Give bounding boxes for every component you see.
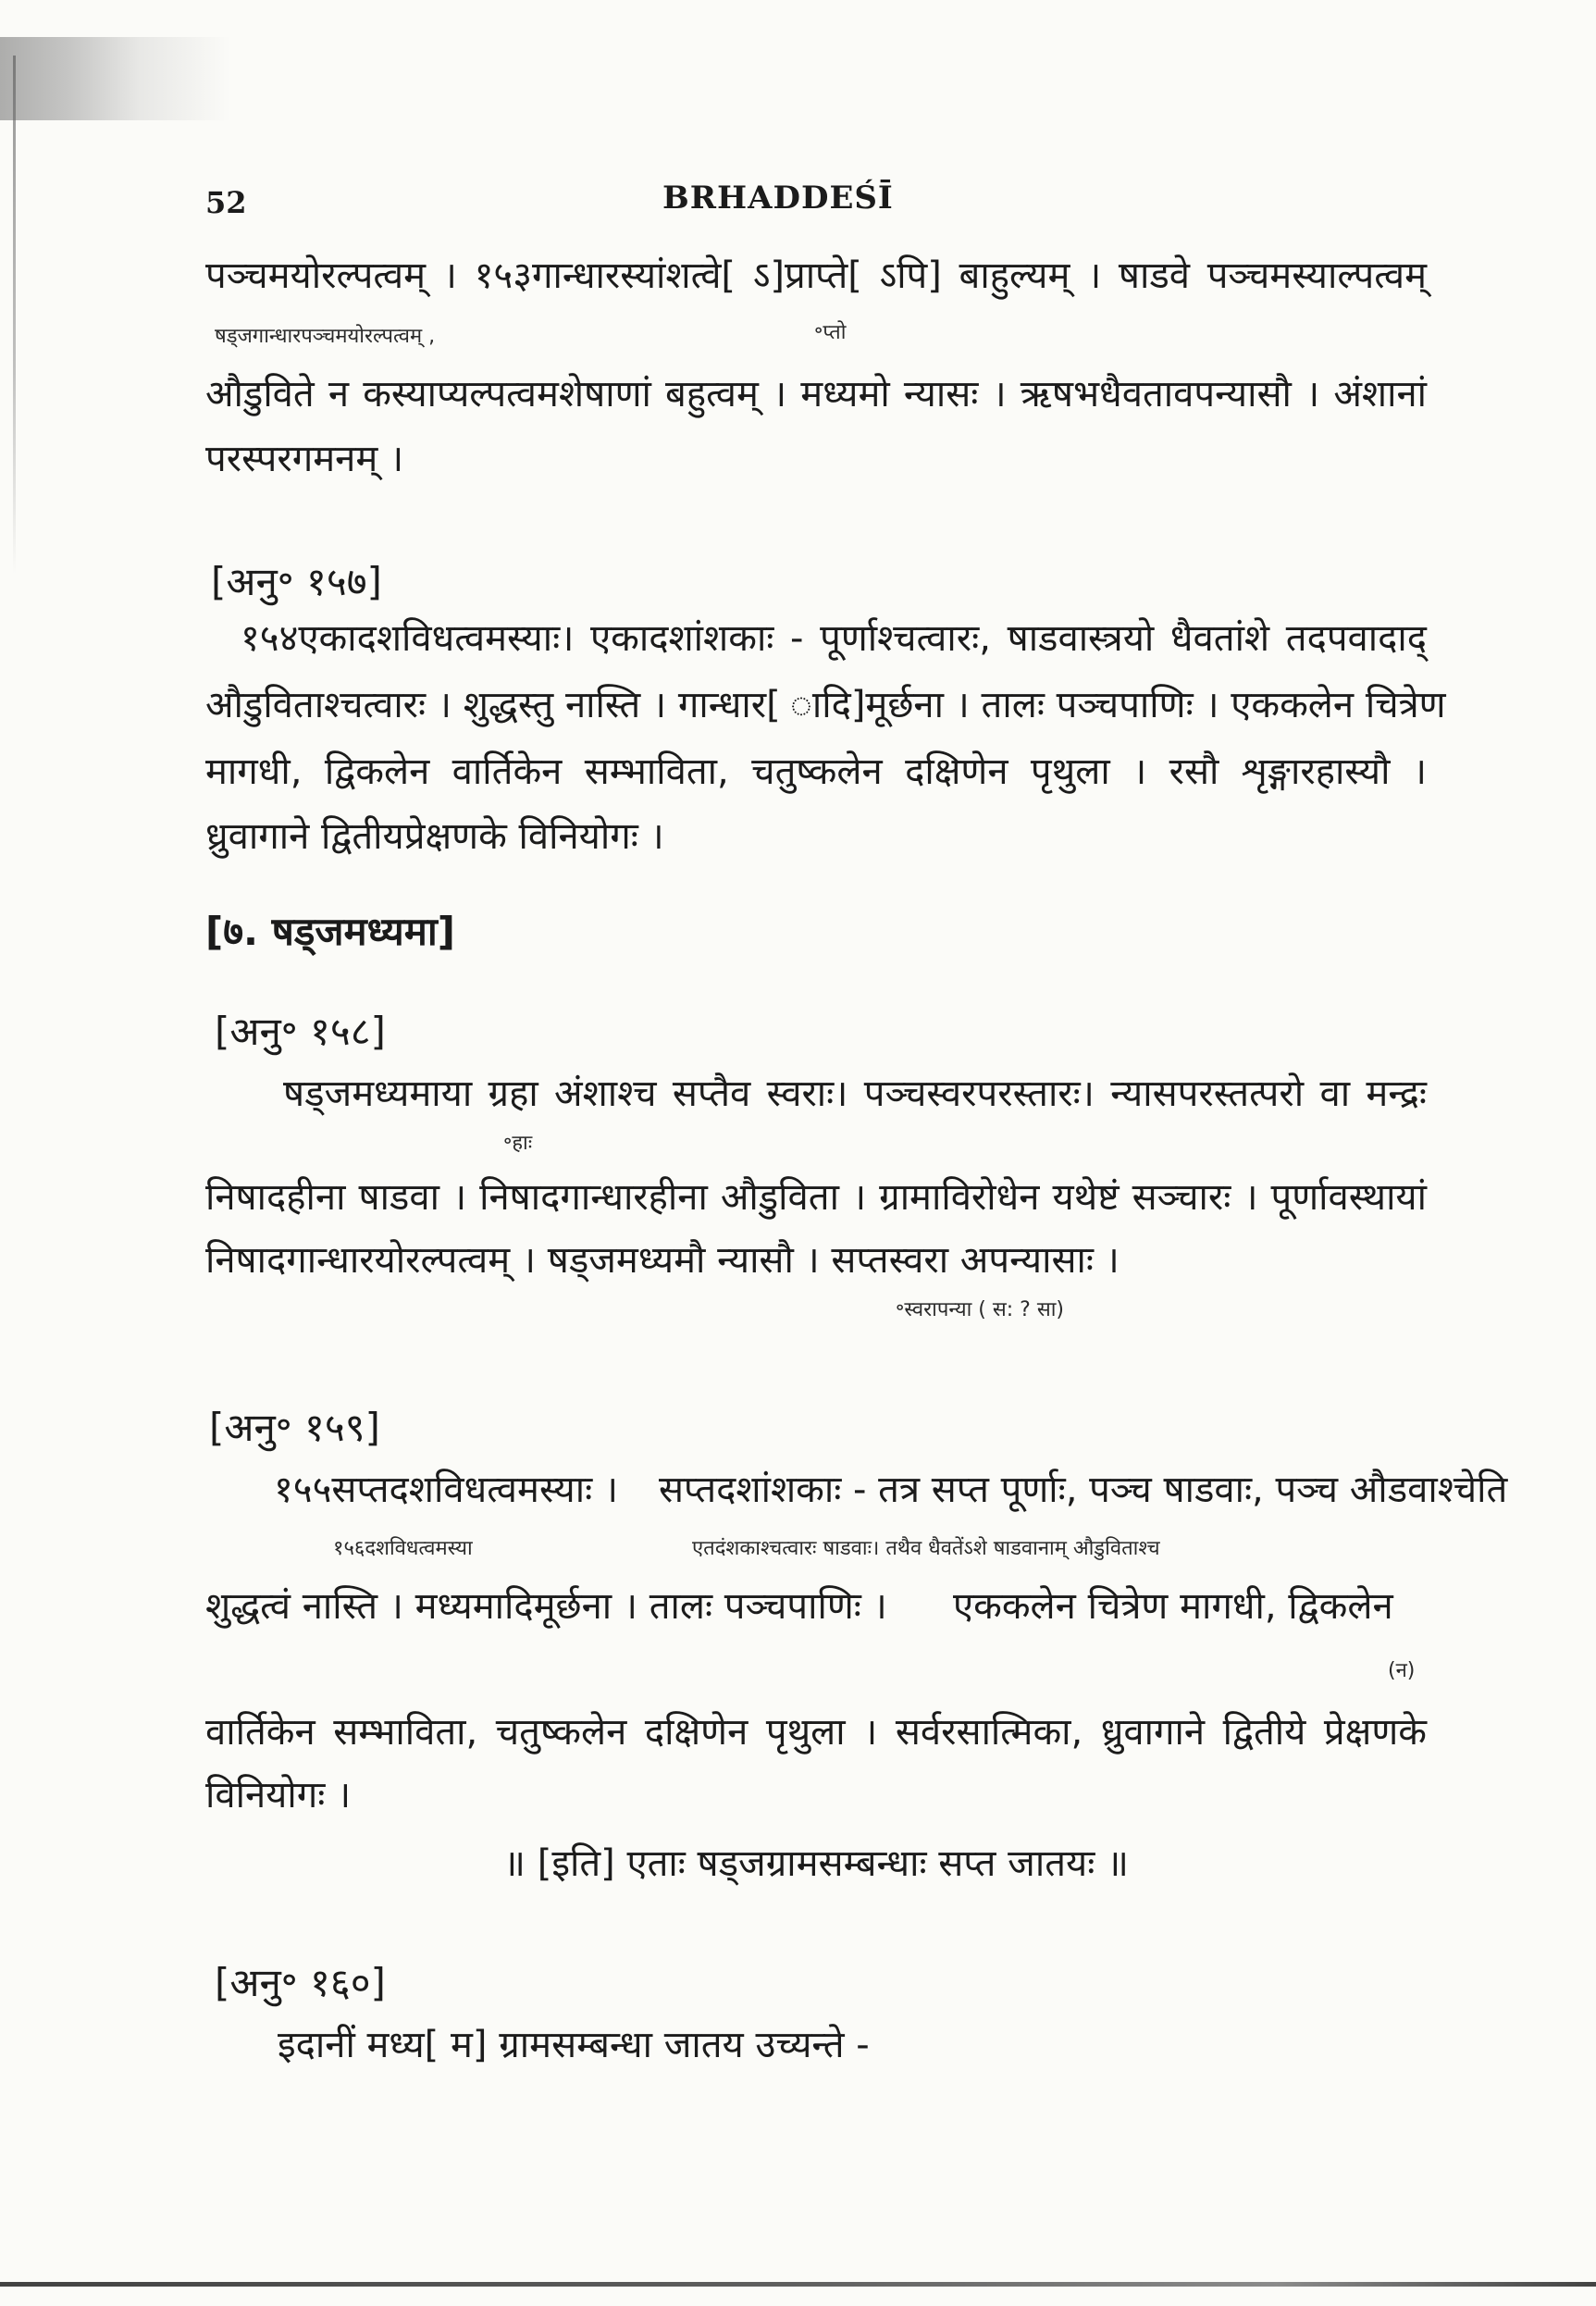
text-line-13: वार्तिकेन सम्भाविता, चतुष्कलेन दक्षिणेन पृथुला । सर्वरसात्मिका, ध्रुवागाने द्वितीये प्रेक्षणके: [205, 1711, 1427, 1754]
text-line-4: १५४एकादशविधत्वमस्याः। एकादशांशकाः - पूर्णाश्चत्वारः, षाडवास्त्रयो धैवतांशे तदपवादाद्: [241, 617, 1427, 660]
page-number: 52: [205, 185, 247, 220]
text-line-6: मागधी, द्विकलेन वार्तिकेन सम्भाविता, चतुष्कलेन दक्षिणेन पृथुला । रसौ शृङ्गारहास्यौ ।: [205, 750, 1427, 793]
text-line-9: निषादहीना षाडवा । निषादगान्धारहीना औडुविता । ग्रामाविरोधेन यथेष्टं सञ्चारः । पूर्णावस्थायां: [205, 1176, 1427, 1219]
scan-edge: [13, 56, 16, 574]
verse-number-157: [अनु॰ १५७]: [211, 559, 382, 604]
verse-number-158: [अनु॰ १५८]: [215, 1009, 386, 1054]
variant-note-4a: १५६दशविधत्वमस्या: [333, 1537, 473, 1560]
text-line-7: ध्रुवागाने द्वितीयप्रेक्षणके विनियोगः ।: [205, 815, 664, 858]
text-line-14: विनियोगः ।: [205, 1774, 352, 1816]
variant-note-1a: षड्जगान्धारपञ्चमयोरल्पत्वम् ,: [215, 325, 436, 348]
variant-note-5: (न): [1388, 1659, 1416, 1682]
verse-number-160: [अनु॰ १६०]: [215, 1960, 386, 2005]
text-line-5: औडुविताश्चत्वारः । शुद्धस्तु नास्ति । गान्धार[ ादि]मूर्छना । तालः पञ्चपाणिः । एककलेन चित्रेण: [205, 684, 1446, 726]
text-line-11a: १५५सप्तदशविधत्वमस्याः ।: [274, 1469, 619, 1511]
variant-note-4b: एतदंशकाश्चत्वारः षाडवाः। तथैव धैवतेंऽशे षाडवानाम् औडुविताश्च: [692, 1537, 1160, 1560]
text-line-8: षड्जमध्यमाया ग्रहा अंशाश्च सप्तैव स्वराः। पञ्चस्वरपरस्तारः। न्यासपरस्तत्परो वा मन्द्रः: [283, 1072, 1427, 1115]
variant-note-3: ॰स्वरापन्या ( स: ? सा): [896, 1298, 1064, 1321]
bottom-rule: [0, 2282, 1596, 2287]
text-line-3: परस्परगमनम् ।: [205, 438, 404, 480]
text-line-12b: एककलेन चित्रेण मागधी, द्विकलेन: [953, 1585, 1393, 1628]
text-line-12a: शुद्धत्वं नास्ति । मध्यमादिमूर्छना । तालः पञ्चपाणिः ।: [205, 1585, 887, 1628]
text-line-16: इदानीं मध्य[ म] ग्रामसम्बन्धा जातय उच्यन्ते -: [278, 2024, 870, 2066]
variant-note-1b: ॰प्तो: [814, 321, 847, 344]
verse-number-159: [अनु॰ १५९]: [209, 1405, 380, 1450]
text-line-2: औडुविते न कस्याप्यल्पत्वमशेषाणां बहुत्वम् । मध्यमो न्यासः । ऋषभधैवतावपन्यासौ । अंशानां: [205, 373, 1427, 415]
running-head: BRHADDEŚĪ: [662, 180, 894, 217]
variant-note-2: ॰हाः: [503, 1132, 533, 1155]
closing-verse-line: ॥ [इति] एताः षड्जग्रामसम्बन्धाः सप्त जातयः ॥: [503, 1842, 1129, 1885]
text-line-1: पञ्चमयोरल्पत्वम् । १५३गान्धारस्यांशत्वे[ ऽ]प्राप्ते[ ऽपि] बाहुल्यम् । षाडवे पञ्चमस्याल्पत्वम्: [205, 254, 1427, 297]
text-line-10: निषादगान्धारयोरल्पत्वम् । षड्जमध्यमौ न्यासौ । सप्तस्वरा अपन्यासाः ।: [205, 1239, 1120, 1282]
section-title: [७. षड्जमध्यमा]: [205, 909, 455, 954]
text-line-11b: सप्तदशांशकाः - तत्र सप्त पूर्णाः, पञ्च षाडवाः, पञ्च औडवाश्चेति: [659, 1469, 1508, 1511]
scan-artifact: [0, 37, 231, 120]
